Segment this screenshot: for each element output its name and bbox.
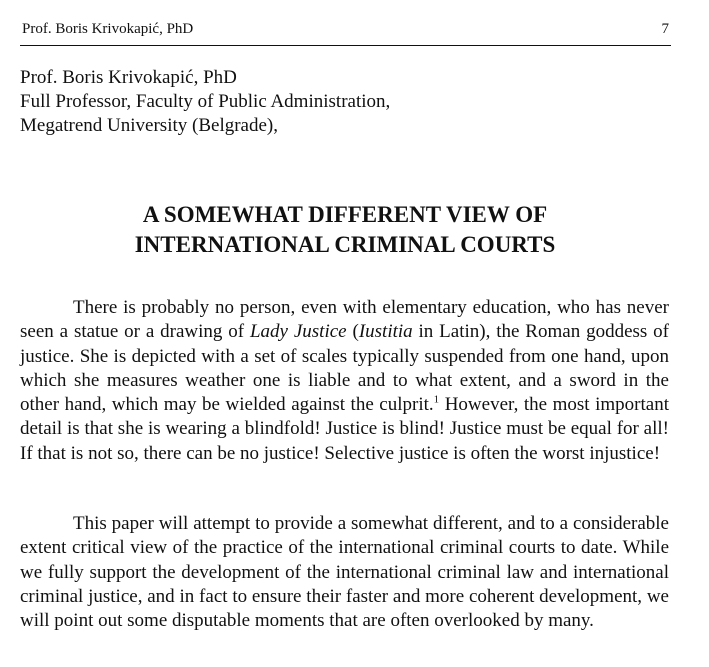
body-paragraph-2: This paper will attempt to provide a somewhat different, and to a considerable extent critical view of the practice of the international criminal courts to date. While we fully support the development of the international criminal law and international criminal justice, and in fact to ensure their faster and more coherent development, we will point out some disputable moments that are often overlooked by many. [20, 513, 669, 632]
running-header [22, 19, 671, 39]
header-rule [20, 45, 671, 46]
title-line-2: INTERNATIONAL CRIMINAL COURTS [134, 232, 556, 257]
affiliation-line-1: Prof. Boris Krivokapić, PhD [20, 67, 237, 88]
p1-italic-lady-justice: Lady Justice [249, 321, 347, 343]
page-number: 7 [661, 21, 669, 37]
p1-text-c: in Latin), the Roman goddess of justice. She is depicted with a set of scales typically suspended from one hand, upon which she measures weather one is liable and to what extent, and a sword in the other hand, which may be wielded against the culprit. [20, 321, 669, 416]
affiliation-line-2: Full Professor, Faculty of Public Administration, [20, 91, 391, 112]
affiliation-line-3: Megatrend University (Belgrade), [20, 115, 278, 136]
title-line-1: A SOMEWHAT DIFFERENT VIEW OF [142, 202, 548, 227]
body-paragraph-1 [20, 296, 669, 466]
p1-italic-iustitia: Iustitia [358, 321, 413, 343]
p1-text-d: However, the most important detail is that she is wearing a blindfold! Justice is blind! Justice must be equal for all! If that is not so, there can be no justice! Selective justice is often the worst injustice! [20, 394, 669, 464]
footnote-marker[interactable]: 1 [433, 393, 440, 406]
paper-title [20, 200, 670, 260]
p1-text-b: ( [346, 321, 359, 343]
author-affiliation [20, 66, 390, 138]
header-author: Prof. Boris Krivokapić, PhD [22, 21, 194, 37]
p1-text-a: There is probably no person, even with elementary education, who has never seen a statue or a drawing of [20, 297, 669, 343]
